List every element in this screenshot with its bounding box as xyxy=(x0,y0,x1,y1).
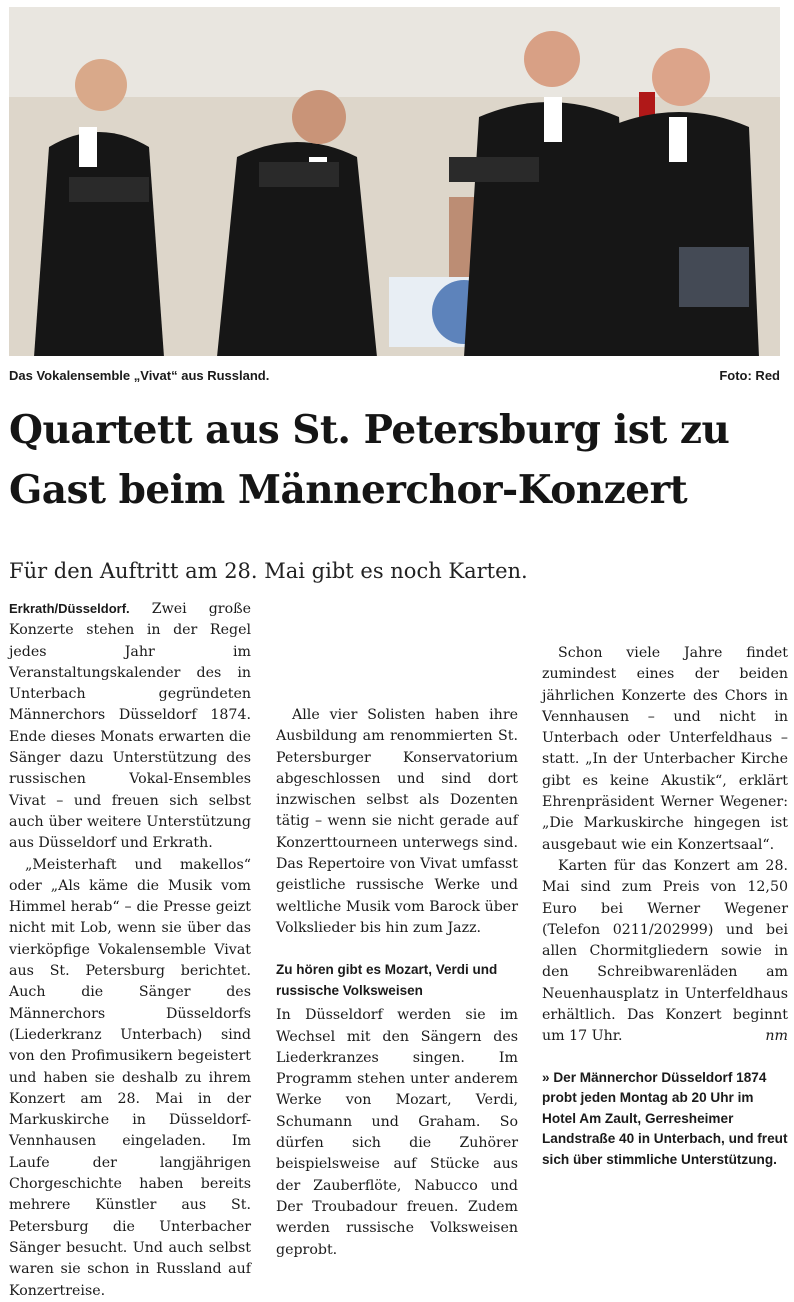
headline-line-2: Gast beim Männerchor-Konzert xyxy=(9,467,688,513)
headline xyxy=(9,400,789,520)
info-box: » Der Männerchor Düsseldorf 1874 probt jeden Montag ab 20 Uhr im Hotel Am Zault, Gerresheimer Landstraße 40 in Unterbach, und freut sich über stimmliche Unterstützung. xyxy=(542,1069,788,1167)
paragraph-2: „Meisterhaft und makellos“ oder „Als käme die Musik vom Himmel herab“ – die Presse geizt nicht mit Lob, wenn sie über das vierköpfige Vokalensemble Vivat aus St. Petersburg berichtet. Auch die Sänger des Männerchors Düsseldorfs (Liederkranz Unterbach) sind von den Profimusikern begeistert und haben sie deshalb zu ihrem Konzert am 28. Mai in der Markuskirche in Düsseldorf-Vennhausen eingeladen. Im Laufe der langjährigen Chorgeschichte haben bereits mehrere Künstler aus St. Petersburg die Unterbacher Sänger besucht. Und auch selbst waren sie schon in Russland auf Konzertreise. xyxy=(9,856,251,1299)
paragraph-4: In Düsseldorf werden sie im Wechsel mit den Sängern des Liederkranzes singen. Im Programm stehen unter anderem Werke von Mozart, Verdi, Schumann und Graham. So dürfen sich die Zuhörer beispielsweise auf Stücke aus der Zauberflöte, Nabucco und Der Troubadour freuen. Zudem werden russische Volksweisen geprobt. xyxy=(276,1007,518,1258)
singers-illustration xyxy=(9,7,780,356)
concert-photo xyxy=(9,7,780,356)
subheadline: Für den Auftritt am 28. Mai gibt es noch Karten. xyxy=(9,559,528,583)
paragraph-5: Schon viele Jahre findet zumindest eines der beiden jährlichen Konzerte des Chors in Vennhausen – und nicht in Unterbach oder Unterfeldhaus – statt. „In der Unterbacher Kirche gibt es keine Akustik“, erklärt Ehrenpräsident Werner Wegener: „Die Markuskirche hingegen ist ausgebaut wie ein Konzertsaal“. xyxy=(542,645,788,853)
column-3 xyxy=(542,598,788,1170)
photo-caption: Das Vokalensemble „Vivat“ aus Russland. xyxy=(9,368,270,383)
column-2-content xyxy=(276,598,518,1261)
dateline: Erkrath/Düsseldorf. xyxy=(9,601,130,616)
paragraph-6 xyxy=(542,856,788,1048)
photo-credit: Foto: Red xyxy=(719,368,780,383)
headline-line-1: Quartett aus St. Petersburg ist zu xyxy=(9,407,730,453)
paragraph-6-text: Karten für das Konzert am 28. Mai sind zum Preis von 12,50 Euro bei Werner Wegener (Telefon 0211/202999) und bei allen Chormitgliedern sowie in den Schreibwarenläden am Neuenhausplatz in Unterfeldhaus erhältlich. Das Konzert beginnt um 17 Uhr. xyxy=(542,857,788,1045)
photo-caption-row xyxy=(9,368,780,383)
section-subtitle: Zu hören gibt es Mozart, Verdi und russische Volksweisen xyxy=(276,962,498,999)
author-initials: nm xyxy=(765,1028,788,1045)
column-1 xyxy=(9,598,251,1302)
paragraph-1 xyxy=(9,598,251,855)
paragraph-1-text: Zwei große Konzerte stehen in der Regel jedes Jahr im Veranstaltungskalender des in Unterbach gegründeten Männerchors Düsseldorf 1874. Ende dieses Monats erwarten die Sänger dazu Unterstützung des russischen Vokal-Ensembles Vivat – und freuen sich selbst auch über weitere Unterstützung aus Düsseldorf und Erkrath. xyxy=(9,601,251,852)
paragraph-3: Alle vier Solisten haben ihre Ausbildung am renommierten St. Petersburger Konservatorium abgeschlossen und sind dort inzwischen selbst als Dozenten tätig – wenn sie nicht gerade auf Konzerttourneen unterwegs sind. Das Repertoire von Vivat umfasst geistliche russische Werke und weltliche Musik vom Barock über Volkslieder bis hin zum Jazz. xyxy=(276,707,518,936)
